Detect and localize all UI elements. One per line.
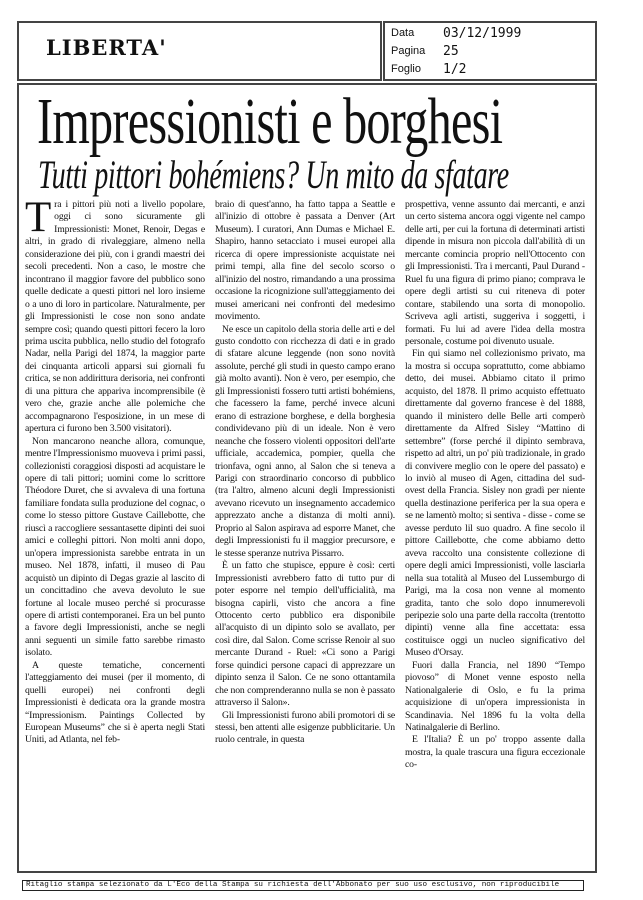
article-paragraph: prospettiva, venne assunto dai mercanti, e anzi un certo sistema ancora oggi vigente nel campo delle arti, per cui la fortuna di determinati artisti dipende in misura non piccola dall'abilità di un mercante comincia proprio nell'Ottocento con gli Impressionisti. Tra i mercanti, Paul Durand - Ruel fu una figura di primo piano; comprava le opere degli artisti su cui riteneva di poter contare, stabilendo una sorta di monopolio. Scriveva agli artisti, suggeriva i soggetti, i formati. Fu lui ad avere l'idea della mostra personale, costume poi divenuto usuale. [405, 199, 585, 347]
page-value: 25 [443, 44, 459, 59]
newspaper-logo: LIBERTA' [46, 35, 167, 60]
article-title: Impressionisti e borghesi [37, 85, 503, 158]
article-paragraph: Fuori dalla Francia, nel 1890 “Tempo piovoso” di Monet venne esposto nella Nationalgalerie di Oslo, e fu la prima acquisizione di un'opera impressionista in Scandinavia. Nel 1896 fu la volta della Natinalgalerie di Berlino. [405, 659, 585, 734]
date-value: 03/12/1999 [443, 26, 522, 41]
page-row [391, 44, 591, 59]
clipping-notice: Ritaglio stampa selezionato da L'Eco della Stampa su richiesta dell'Abbonato per suo uso esclusivo, non riproducibile [22, 880, 584, 891]
sheet-value: 1/2 [443, 62, 467, 77]
article-paragraph: Non mancarono neanche allora, comunque, mentre l'Impressionismo muoveva i primi passi, collezionisti coraggiosi disposti ad acquistare le opere di tali pittori; uomini come lo scrittore Théodore Duret, che si avvaleva di una fortuna familiare fondata sulla produzione del cognac, o come lo stesso pittore Gustave Caillebotte, che riuscì a raccogliere sessantasette dipinti dei suoi amici e colleghi pittori. Non molti anni dopo, un'opera impressionista sarebbe entrata in un museo. Nel 1878, infatti, il museo di Pau acquistò un dipinto di Degas grazie al lascito di un concittadino che aveva devoluto le sue fortune al locale museo perché si procurasse opere di artisti contemporanei. Era un bel punto a favore degli Impressionisti, anche se negli anni seguenti un simile fatto sarebbe rimasto isolato. [25, 435, 205, 659]
article-box [17, 83, 597, 873]
page-label: Pagina [391, 45, 426, 57]
sheet-row [391, 62, 591, 77]
paragraph-text: ra i pittori più noti a livello popolare, oggi ci sono sicuramente gli Impressionisti: Monet, Renoir, Degas e altri, in grado di rivaleggiare, almeno nella considerazione dei più, con i grandi maestri dei secoli precedenti. Non a caso, le mostre che incontrano il maggior favore del pubblico sono quelle dedicate a questi pittori nel loro insieme o a uno di loro in particolare. Naturalmente, per gli Impressionisti le cose non sono andate sempre così; quando questi pittori fecero la loro prima uscita pubblica, nello studio del fotografo Nadar, nella Parigi del 1874, la maggior parte dei cinquanta articoli apparsi sui giornali fu critica, se non addirittura derisoria, nei confronti di una pittura che appariva incomprensibile (è vero che, grazie anche alle polemiche che accompagnarono l'esposizione, in un mese di apertura ci furono ben 3.500 visitatori). [25, 199, 205, 435]
sheet-label: Foglio [391, 63, 421, 75]
article-column-3 [405, 199, 585, 772]
article-subtitle: Tutti pittori bohémiens? Un mito da sfatare [38, 152, 509, 197]
article-paragraph: Ne esce un capitolo della storia delle arti e del gusto condotto con ricchezza di dati e in grado di sfatare alcune leggende (non sono novità assolute, perché gli studi in questo campo erano già molto avanti). Non è vero, per esempio, che gli Impressionisti fossero tutti artisti bohémiens, che facessero la fame, perché invece alcuni erano di estrazione borghese, e della borghesia condividevano più di un ideale. Non è vero neanche che fossero violenti oppositori dell'arte ufficiale, accademica, pompier, quella che trionfava, ogni anno, al Salon che si teneva a Parigi con straordinario concorso di pubblico (tra l'altro, almeno alcuni degli Impressionisti avevano ricevuto un insegnamento accademico apprezzato anche a distanza di molti anni). Proprio al Salon aspirava ad esporre Manet, che degli Impressionisti fu il maggior precursore, e le stesse speranze nutriva Pissarro. [215, 323, 395, 559]
date-label: Data [391, 27, 415, 39]
masthead-box [17, 21, 382, 81]
article-paragraph: Gli Impressionisti furono abili promotori di se stessi, ben attenti alle esigenze pubblicitarie. Un ruolo centrale, in questa [215, 709, 395, 746]
article-column-1 [25, 194, 205, 747]
article-paragraph: E l'Italia? È un po' troppo assente dalla mostra, la quale trascura una figura eccezionale co- [405, 734, 585, 771]
drop-cap: T [25, 194, 52, 241]
article-paragraph: Fin qui siamo nel collezionismo privato, ma la mostra si occupa soprattutto, come abbiamo detto, dei musei. Abbiamo citato il primo acquisto, del 1878. Il primo acquisto effettuato direttamente dal governo francese è del 1888, quando il ministero delle Belle arti comperò direttamente da Alfred Sisley “Mattino di settembre” (forse perché il dipinto sembrava, rispetto ad altri, un po' più tradizionale, in grado di convivere meglio con le opere del passato) e lo inviò al museo di Agen, cittadina del sud-ovest della Francia. Sisley non gradì per niente quella destinazione periferica per la sua opera e se ne lamentò molto; si sentiva - disse - come se avesse perduto lil suo quadro. A fine secolo il pittore Caillebotte, che come abbiamo detto aveva raccolto una consistente collezione di opere degli amici Impressionisti, volle lasciarla nella sua totalità al Museo del Lussemburgo di Parigi, ma la cosa non venne al momento gradita, tanto che solo dopo innumerevoli peripezie solo una parte della raccolta (trentotto dipinti) venne alla fine accettata: essa costituisce oggi un nucleo significativo del Museo d'Orsay. [405, 348, 585, 659]
clipping-meta-box [383, 21, 597, 81]
date-row [391, 26, 591, 41]
article-paragraph: È un fatto che stupisce, eppure è così: certi Impressionisti avrebbero fatto di tutto pur di poter esporre nel tempio dell'ufficialità, ma bisogna capirli, visto che ancora a fine Ottocento certo pubblico era disponibile all'acquisto di un dipinto solo se avallato, per così dire, dal Salon. Come scrisse Renoir al suo mercante Durand - Ruel: «Ci sono a Parigi forse quindici persone capaci di apprezzare un dipinto senza il Salon. Ce ne sono ottantamila che non comprenderanno nulla se non è passato attraverso il Salon». [215, 560, 395, 709]
article-paragraph: braio di quest'anno, ha fatto tappa a Seattle e all'inizio di ottobre è passata a Denver (Art Museum). I curatori, Ann Dumas e Michael E. Shapiro, hanno setacciato i musei europei alla ricerca di opere impressioniste acquistate nei primi tempi, alla fine del secolo scorso o all'inizio del nostro, rimandando a una prossima occasione la ricognizione sull'atteggiamento dei musei americani nei confronti del medesimo movimento. [215, 199, 395, 323]
article-column-2 [215, 199, 395, 747]
article-paragraph: A queste tematiche, concernenti l'atteggiamento dei musei (per il momento, di quelli europei) nei confronti degli Impressionisti è dedicata ora la grande mostra “Impressionism. Paintings Collected by European Museums” che si è aperta negli Stati Uniti, ad Atlanta, nel feb- [25, 659, 205, 746]
article-paragraph [25, 194, 205, 436]
